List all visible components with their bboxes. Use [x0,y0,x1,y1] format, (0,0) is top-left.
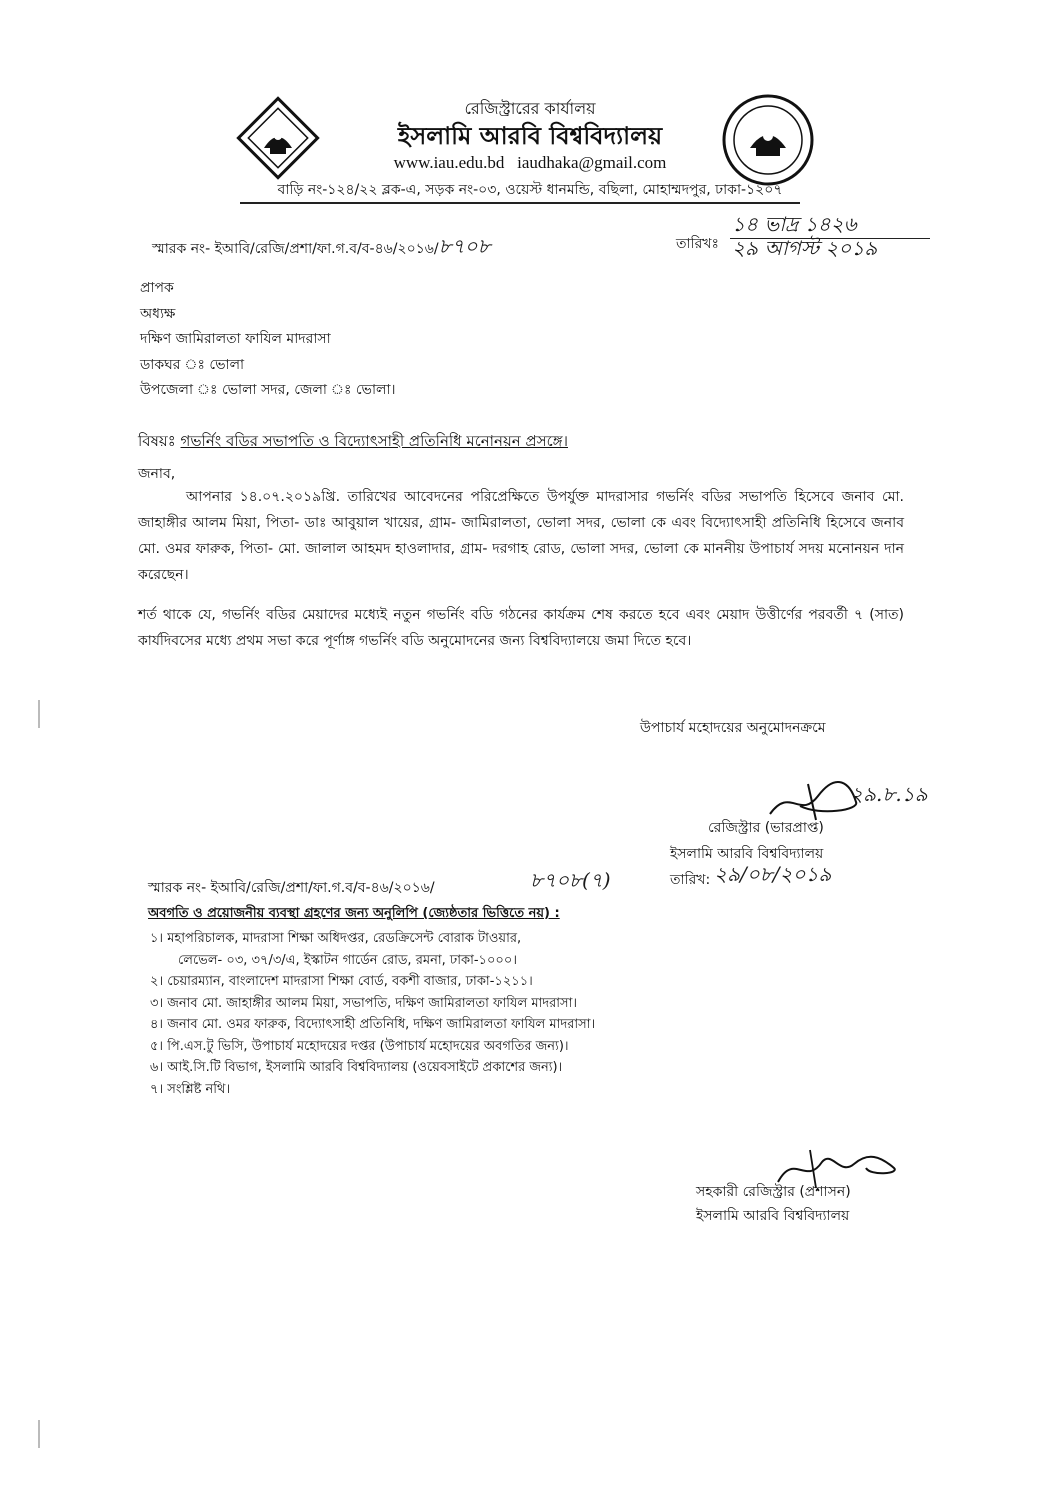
date-bangla: ১৪ ভাদ্র ১৪২৬ [732,212,857,236]
recipient-block [140,276,396,404]
letterhead-address: বাড়ি নং-১২৪/২২ ব্লক-এ, সড়ক নং-০৩, ওয়েস্ট ধানমন্ডি, বছিলা, মোহাম্মদপুর, ঢাকা-১২০৭ [277,182,783,198]
recipient-institution: দক্ষিণ জামিরালতা ফাযিল মাদরাসা [140,331,331,347]
recipient-upazila: উপজেলা ঃ ভোলা সদর, জেলা ঃ ভোলা। [140,382,396,398]
date-label: তারিখঃ [676,236,719,252]
memo-ref-label: স্মারক নং- ইআবি/রেজি/প্রশা/ফা.গ.ব/ব-৪৬/২০১৬/ [152,241,439,257]
body-paragraph-1: আপনার ১৪.০৭.২০১৯খ্রি. তারিখের আবেদনের পরিপ্রেক্ষিতে উপর্যুক্ত মাদরাসার গভর্নিং বডির সভাপতি হিসেবে জনাব মো. জাহাঙ্গীর আলম মিয়া, পিতা- ডাঃ আবুয়াল খায়ের, গ্রাম- জামিরালতা, ভোলা সদর, ভোলা কে এবং বিদ্যোৎসাহী প্রতিনিধি হিসেবে জনাব মো. ওমর ফারুক, পিতা- মো. জালাল আহমদ হাওলাদার, গ্রাম- দরগাহ রোড, ভোলা সদর, ভোলা কে মাননীয় উপাচার্য সদয় মনোনয়ন দান করেছেন। [138,489,904,583]
date-english: ২৯ আগস্ট ২০১৯ [732,236,878,260]
salutation: জনাব, [138,466,176,482]
scan-mark [38,700,40,728]
body-paragraph-2: শর্ত থাকে যে, গভর্নিং বডির মেয়াদের মধ্যেই নতুন গভর্নিং বডি গঠনের কার্যক্রম শেষ করতে হবে এবং মেয়াদ উত্তীর্ণের পরবর্তী ৭ (সাত) কার্যদিবসের মধ্যে প্রথম সভা করে পূর্ণাঙ্গ গভর্নিং বডি অনুমোদনের জন্য বিশ্ববিদ্যালয়ে জমা দিতে হবে। [138,607,904,649]
copy-heading: অবগতি ও প্রয়োজনীয় ব্যবস্থা গ্রহণের জন্য অনুলিপি (জ্যেষ্ঠতার ভিত্তিতে নয়) : [148,906,560,921]
email-link[interactable]: iaudhaka@gmail.com [517,153,667,172]
header-divider [240,202,800,204]
list-item: লেভেল- ০৩, ৩৭/৩/এ, ইস্কাটন গার্ডেন রোড, রমনা, ঢাকা-১০০০। [178,952,517,968]
recipient-title: অধ্যক্ষ [140,305,176,322]
subject-label: বিষয়ঃ [138,432,176,450]
signature-date: ২৯.৮.১৯ [850,782,928,806]
memo-reference [152,232,491,265]
list-item: ১। মহাপরিচালক, মাদরাসা শিক্ষা অধিদপ্তর, রেডক্রিসেন্ট বোরাক টাওয়ার, [150,931,522,946]
scan-mark [38,1420,40,1448]
memo-ref-number: ৮৭০৮ [438,234,491,258]
signatory-date-value: ২৯/০৮/২০১৯ [714,862,832,886]
website-link[interactable]: www.iau.edu.bd [393,153,505,172]
office-name: রেজিস্ট্রারের কার্যালয় [464,99,596,118]
copy-list [150,928,595,1100]
subject-text: গভর্নিং বডির সভাপতি ও বিদ্যোৎসাহী প্রতিনিধি মনোনয়ন প্রসঙ্গে। [180,432,568,450]
list-item: ৩। জনাব মো. জাহাঙ্গীর আলম মিয়া, সভাপতি, দক্ষিণ জামিরালতা ফাযিল মাদরাসা। [150,995,578,1011]
recipient-post: ডাকঘর ঃ ভোলা [140,356,245,373]
list-item: ৪। জনাব মো. ওমর ফারুক, বিদ্যোৎসাহী প্রতিনিধি, দক্ষিণ জামিরালতা ফাযিল মাদরাসা। [150,1017,596,1032]
list-item: ৭। সংশ্লিষ্ট নথি। [150,1081,231,1097]
copy-ref-number: ৮৭০৮(৭) [530,868,611,892]
assistant-registrar-role: সহকারী রেজিস্ট্রার (প্রশাসন) [696,1184,851,1200]
copy-reference: স্মারক নং- ইআবি/রেজি/প্রশা/ফা.গ.ব/ব-৪৬/২০১৬/ [148,880,435,896]
subject-line [138,430,568,455]
recipient-to: প্রাপক [140,280,174,296]
university-name: ইসলামি আরবি বিশ্ববিদ্যালয় [397,122,663,150]
list-item: ২। চেয়ারম্যান, বাংলাদেশ মাদরাসা শিক্ষা বোর্ড, বকশী বাজার, ঢাকা-১২১১। [150,974,533,989]
list-item: ৬। আই.সি.টি বিভাগ, ইসলামি আরবি বিশ্ববিদ্যালয় (ওয়েবসাইটে প্রকাশের জন্য)। [150,1060,563,1075]
approval-line: উপাচার্য মহোদয়ের অনুমোদনক্রমে [640,720,826,736]
contact-line [300,153,760,173]
assistant-registrar-university: ইসলামি আরবি বিশ্ববিদ্যালয় [696,1208,850,1224]
signatory-role: রেজিস্ট্রার (ভারপ্রাপ্ত) [708,820,824,836]
signatory-date-label: তারিখ: [670,872,711,888]
list-item: ৫। পি.এস.টু ভিসি, উপাচার্য মহোদয়ের দপ্তর (উপাচার্য মহোদয়ের অবগতির জন্য)। [150,1038,569,1054]
signatory-university: ইসলামি আরবি বিশ্ববিদ্যালয় [670,846,824,862]
